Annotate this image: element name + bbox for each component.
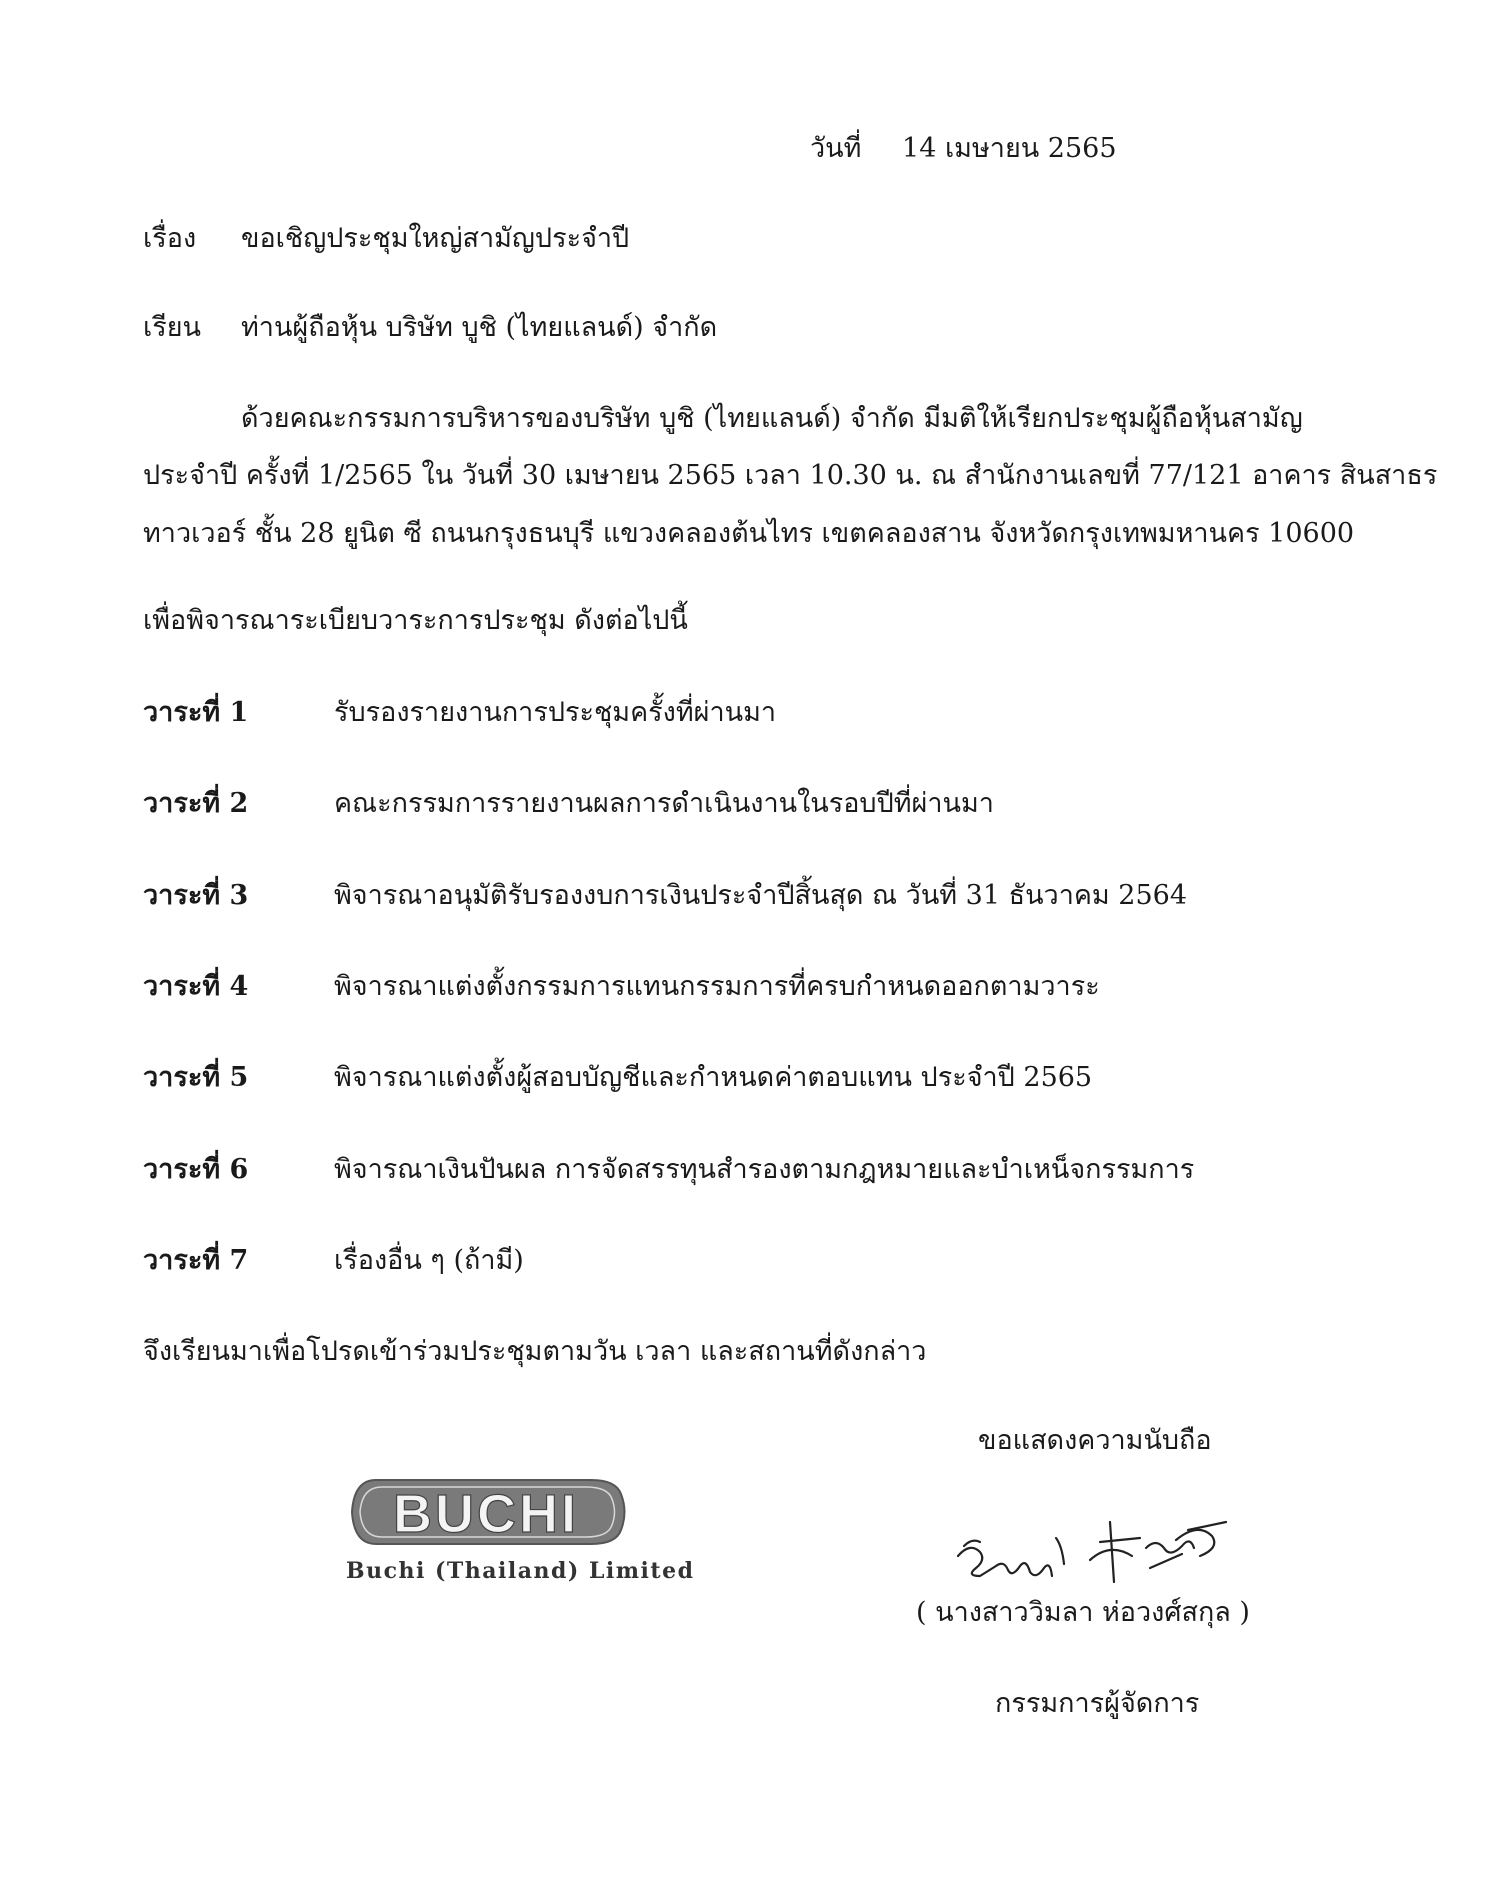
date-line: [810, 132, 1117, 166]
signer-name: ( นางสาววิมลา ห่อวงศ์สกุล ): [916, 1597, 1250, 1628]
agenda-text: พิจารณาอนุมัติรับรองงบการเงินประจำปีสิ้นสุด ณ วันที่ 31 ธันวาคม 2564: [334, 880, 1188, 911]
subject-value: ขอเชิญประชุมใหญ่สามัญประจำปี: [241, 223, 630, 254]
agenda-intro: เพื่อพิจารณาระเบียบวาระการประชุม ดังต่อไปนี้: [143, 605, 688, 636]
company-name: Buchi (Thailand) Limited: [346, 1558, 695, 1584]
recipient-value: ท่านผู้ถือหุ้น บริษัท บูชิ (ไทยแลนด์) จำกัด: [241, 312, 718, 343]
body-line-1: ด้วยคณะกรรมการบริหารของบริษัท บูชิ (ไทยแลนด์) จำกัด มีมติให้เรียกประชุมผู้ถือหุ้นสามัญ: [241, 403, 1303, 434]
agenda-number: วาระที่ 4: [143, 971, 249, 1002]
svg-text:BUCHI: BUCHI: [393, 1484, 579, 1544]
body-line-2: ประจำปี ครั้งที่ 1/2565 ใน วันที่ 30 เมษายน 2565 เวลา 10.30 น. ณ สำนักงานเลขที่ 77/121 อาคาร สินสาธร: [143, 460, 1438, 491]
closing-sentence: จึงเรียนมาเพื่อโปรดเข้าร่วมประชุมตามวัน เวลา และสถานที่ดังกล่าว: [143, 1336, 927, 1367]
agenda-text: พิจารณาเงินปันผล การจัดสรรทุนสำรองตามกฎหมายและบำเหน็จกรรมการ: [334, 1154, 1195, 1185]
agenda-number: วาระที่ 6: [143, 1154, 249, 1185]
recipient-label: เรียน: [143, 312, 202, 343]
agenda-number: วาระที่ 3: [143, 880, 249, 911]
agenda-number: วาระที่ 7: [143, 1245, 249, 1276]
date-label: วันที่: [810, 133, 862, 164]
handwritten-signature: [950, 1486, 1250, 1600]
body-line-3: ทาวเวอร์ ชั้น 28 ยูนิต ซี ถนนกรุงธนบุรี แขวงคลองต้นไทร เขตคลองสาน จังหวัดกรุงเทพมหานคร 10600: [143, 518, 1355, 549]
date-value: 14 เมษายน 2565: [902, 133, 1117, 164]
company-logo-caption: [346, 1558, 694, 1584]
regards: ขอแสดงความนับถือ: [978, 1425, 1212, 1456]
signer-title: กรรมการผู้จัดการ: [995, 1688, 1200, 1719]
agenda-text: รับรองรายงานการประชุมครั้งที่ผ่านมา: [334, 697, 777, 728]
subject-label: เรื่อง: [143, 223, 197, 254]
agenda-number: วาระที่ 5: [143, 1062, 249, 1093]
agenda-text: คณะกรรมการรายงานผลการดำเนินงานในรอบปีที่ผ่านมา: [334, 788, 994, 819]
agenda-text: เรื่องอื่น ๆ (ถ้ามี): [334, 1245, 524, 1276]
agenda-number: วาระที่ 2: [143, 788, 249, 819]
agenda-number: วาระที่ 1: [143, 697, 249, 728]
agenda-text: พิจารณาแต่งตั้งกรรมการแทนกรรมการที่ครบกำหนดออกตามวาระ: [334, 971, 1100, 1002]
agenda-text: พิจารณาแต่งตั้งผู้สอบบัญชีและกำหนดค่าตอบแทน ประจำปี 2565: [334, 1062, 1093, 1093]
company-logo: [346, 1472, 646, 1556]
